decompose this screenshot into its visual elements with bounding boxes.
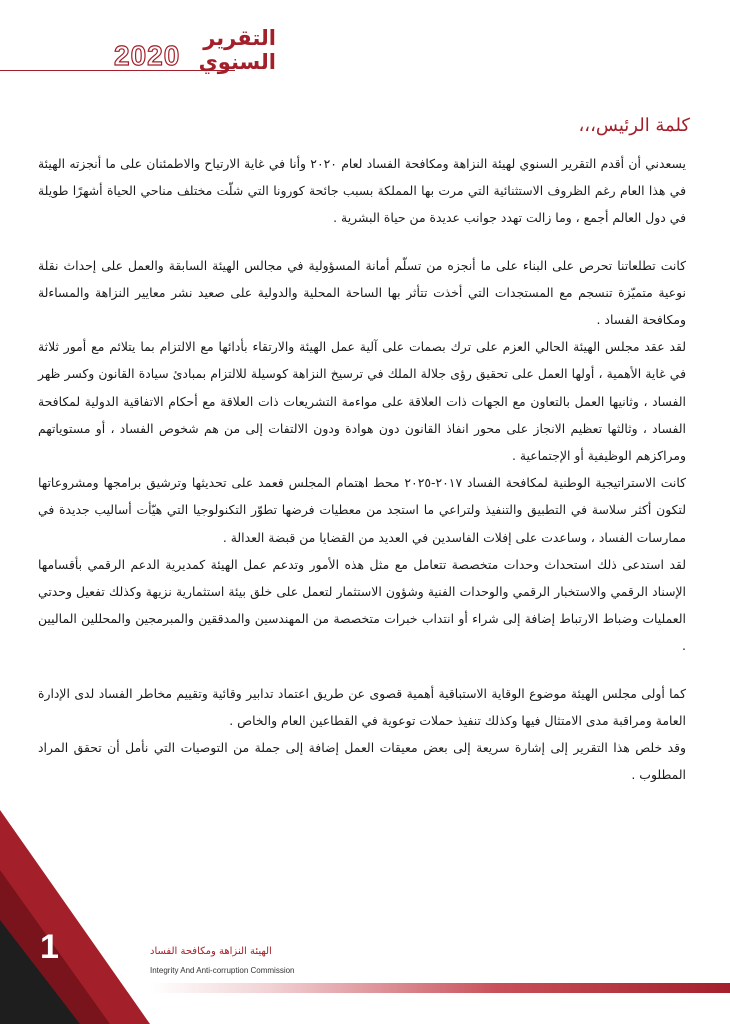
paragraph: كما أولى مجلس الهيئة موضوع الوقاية الاستباقية أهمية قصوى عن طريق اعتماد تدابير وقائية وتقييم مخاطر الفساد لدى الإدارة العامة ومراقبة مدى الامتثال فيها وكذلك تنفيذ حملات توعوية في القطاعين العام والخاص . xyxy=(38,685,686,728)
paragraph: وقد خلص هذا التقرير إلى إشارة سريعة إلى بعض معيقات العمل إضافة إلى جملة من التوصيات التي نأمل أن تحقق المراد المطلوب . xyxy=(38,740,686,783)
letter-body xyxy=(38,150,686,788)
paragraph: كانت الاستراتيجية الوطنية لمكافحة الفساد ٢٠١٧-٢٠٢٥ محط اهتمام المجلس فعمد على تحديثها وترشيق برامجها ومشروعاتها لتكون أكثر سلاسة في التطبيق والتنفيذ ولتراعي ما استجد من معطيات فرضها تطوّر التكنولوجيا التي هيّأت أساليب جديدة في ممارسات الفساد ، وساعدت على إفلات الفاسدين في العديد من القضايا من قبضة العدالة . xyxy=(38,475,686,545)
footer-gradient-bar xyxy=(150,983,730,993)
paragraph: يسعدني أن أقدم التقرير السنوي لهيئة النزاهة ومكافحة الفساد لعام ٢٠٢٠ وأنا في غاية الارتياح والاطمئنان على ما أنجزته الهيئة في هذا العام رغم الظروف الاستثنائية التي مرت بها المملكة بسبب جائحة كورونا التي شلّت مختلف مناحي الحياة أشهرًا طويلة في دول العالم أجمع ، وما زالت تهدد جوانب عديدة من حياة البشرية . xyxy=(38,156,686,226)
report-title-line1: التقرير xyxy=(203,26,276,50)
footer-org-arabic: الهيئة النزاهة ومكافحة الفساد xyxy=(150,946,272,957)
report-header xyxy=(0,0,730,90)
report-year: 2020 xyxy=(114,40,181,71)
footer-org-english: Integrity And Anti-corruption Commission xyxy=(150,966,295,975)
paragraph: لقد عقد مجلس الهيئة الحالي العزم على ترك بصمات على آلية عمل الهيئة والارتقاء بأدائها مع الالتزام بما يتلائم مع أمور ثلاثة في غاية الأهمية ، أولها العمل على تحقيق رؤى جلالة الملك في ترسيخ النزاهة كوسيلة للالتزام بمبادئ سيادة القانون وكسر ظهر الفساد ، وثانيها العمل بالتعاون مع الجهات ذات العلاقة على مواءمة التشريعات ذات العلاقة مع أحكام الاتفاقية الدولية لمكافحة الفساد ، وثالثها تعظيم الانجاز على محور انفاذ القانون دون هوادة ودون الالتفات إلى من هم شخوص الفساد ، أو مستوياتهم ومراكزهم الوظيفية أو الإجتماعية . xyxy=(38,339,686,464)
paragraph: لقد استدعى ذلك استحداث وحدات متخصصة تتعامل مع مثل هذه الأمور وتدعم عمل الهيئة كمديرية الدعم الرقمي بأقسامها الإسناد الرقمي والاستخبار الرقمي والوحدات الفنية وشؤون الاستثمار لتعمل على خلق بيئة استثمارية نزيهة وكذلك تفعيل وحدتي العمليات وضباط الارتباط إضافة إلى شراء أو انتداب خبرات متخصصة من المهندسين والمدققين والمبرمجين والمحللين الماليين . xyxy=(38,556,686,654)
page-heading: كلمة الرئيس،،، xyxy=(578,115,690,136)
corner-decoration xyxy=(0,810,150,1024)
paragraph: كانت تطلعاتنا تحرص على البناء على ما أنجزه من تسلّم أمانة المسؤولية في مجالس الهيئة السابقة والعمل على إحداث نقلة نوعية متميّزة تنسجم مع المستجدات التي أخذت تتأثر بها الساحة المحلية والدولية على صعيد نشر معايير النزاهة والمساءلة ومكافحة الفساد . xyxy=(38,257,686,328)
report-title-line2: السنوي xyxy=(198,50,276,74)
page-number: 1 xyxy=(40,928,59,966)
